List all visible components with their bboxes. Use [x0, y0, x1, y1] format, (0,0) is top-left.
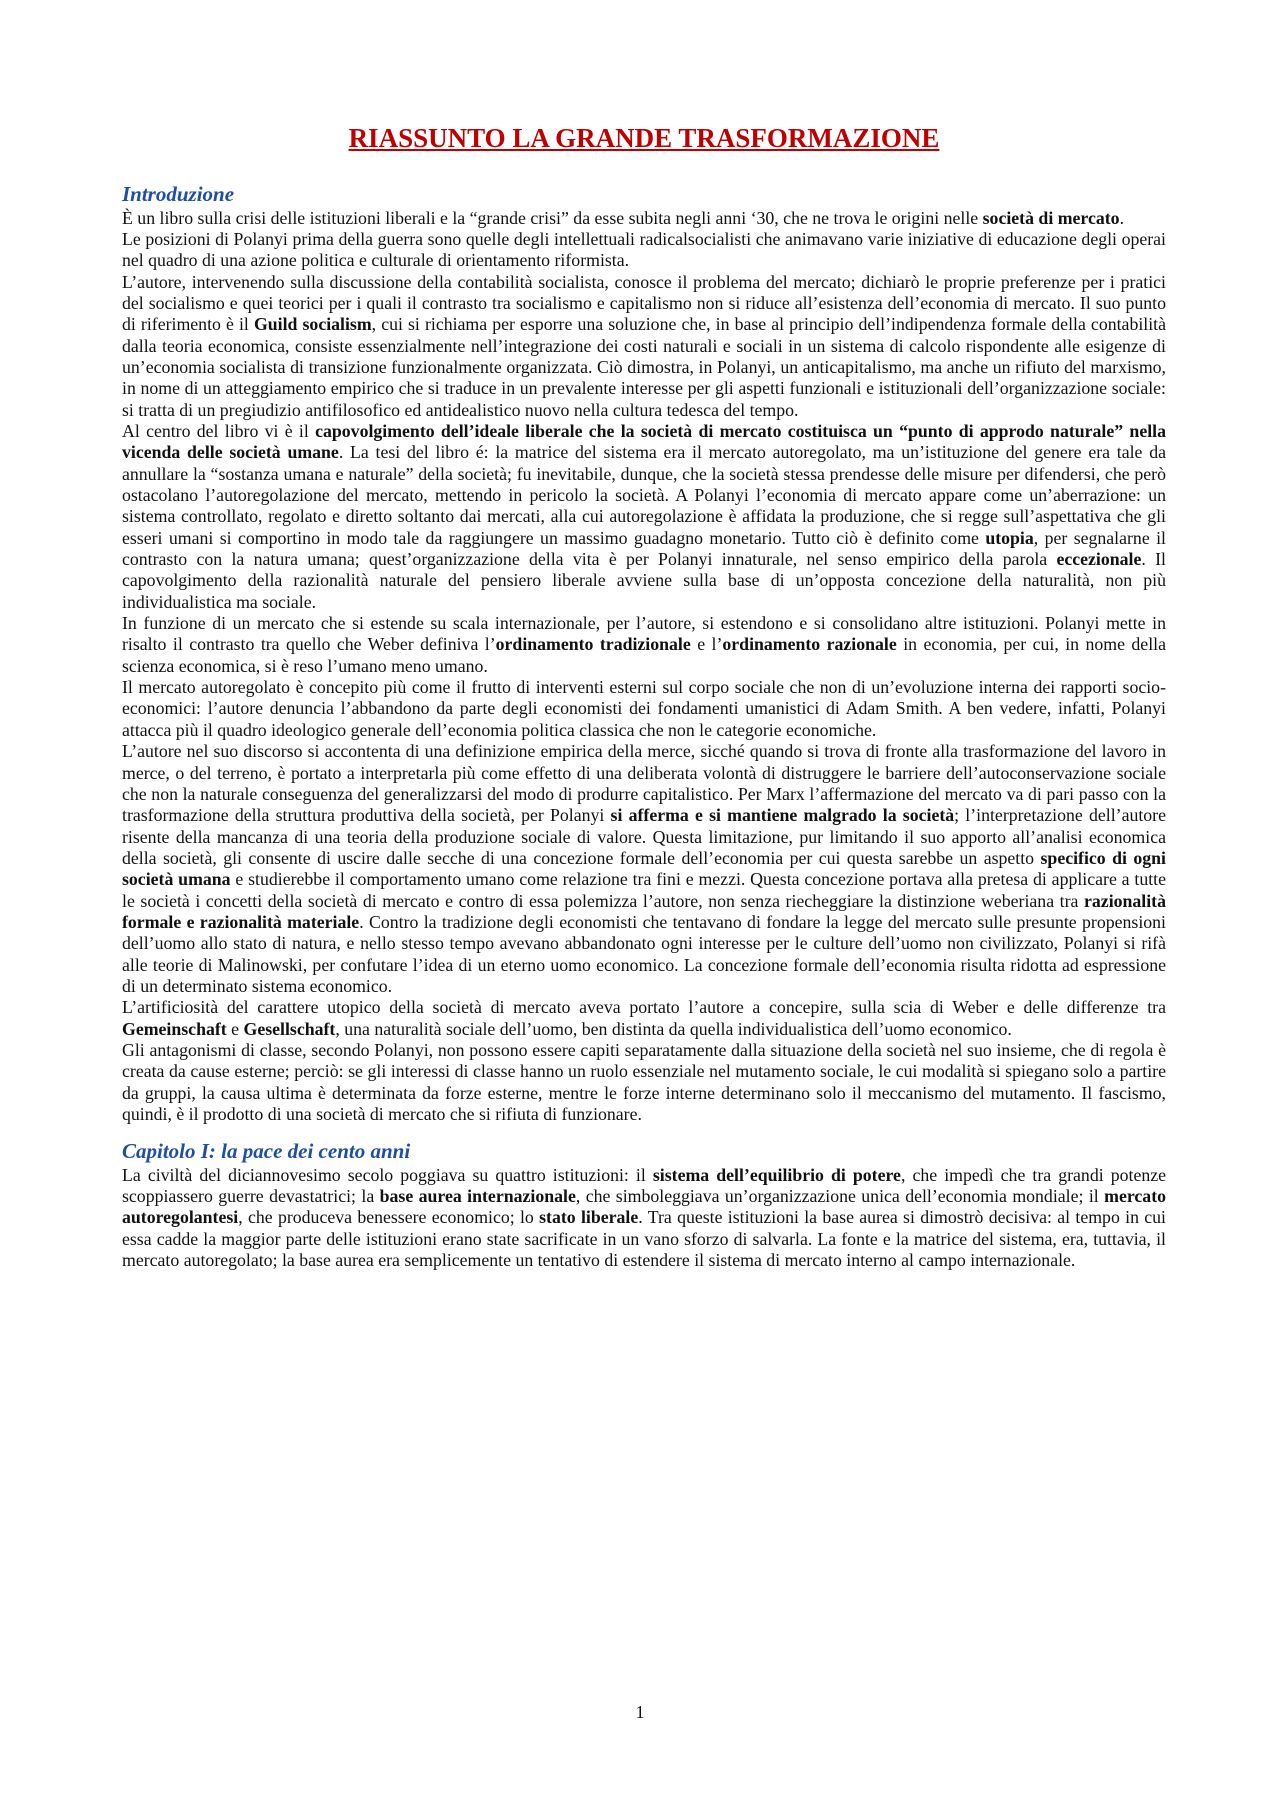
section-heading: Introduzione — [122, 182, 235, 207]
text-run: . Tra queste istituzioni la base aurea si dimostrò decisiva: al tempo in cui essa cadde la maggior parte delle istituzioni erano state sacrificate in un vano sforzo di salvarla. La fonte e la matrice del sistema, era, tuttavia, il mercato autoregolato; la base aurea era semplicemente un tentativo di estendere il sistema di mercato interno al campo internazionale. — [122, 1207, 1166, 1270]
bold-text: ordinamento tradizionale — [495, 634, 691, 655]
text-run: . Il capovolgimento della razionalità naturale del pensiero liberale avviene sulla base di un’opposta concezione della naturalità, non più individualistica ma sociale. — [122, 549, 1166, 612]
paragraph — [122, 229, 1166, 272]
text-run: , che simboleggiava un’organizzazione unica dell’economia mondiale; il — [575, 1185, 1105, 1206]
bold-text: mercato autoregolantesi — [122, 1185, 1167, 1228]
text-run: , che impedì che tra grandi potenze scoppiassero guerre devastatrici; la — [122, 1164, 1167, 1206]
section-heading: Capitolo I: la pace dei cento anni — [122, 1139, 411, 1164]
text-run: . — [1119, 207, 1125, 228]
text-run: e studierebbe il comportamento umano come relazione tra fini e mezzi. Questa concezione portava alla pretesa di applicare a tutte le società i concetti della società di mercato e contro di essa polemizza l’autore, non senza riecheggiare la distinzione weberiana tra — [122, 869, 1166, 911]
bold-text: sistema dell’equilibrio di potere — [652, 1164, 901, 1185]
text-run: L’autore, intervenendo sulla discussione della contabilità socialista, conosce il problema del mercato; dichiarò le proprie preferenze per i pratici del socialismo e quei teorici per i quali il contrasto tra socialismo e capitalismo non si riduce all’esistenza dell’economia di mercato. Il suo punto di riferimento è il — [122, 271, 1166, 335]
text-run: , una naturalità sociale dell’uomo, ben distinta da quella individualistica dell’uomo economico. — [335, 1018, 1012, 1039]
bold-text: eccezionale — [1056, 549, 1142, 570]
paragraph — [122, 613, 1166, 677]
text-run: Al centro del libro vi è il — [122, 421, 316, 442]
text-run: e — [226, 1018, 244, 1039]
text-run: ; l’interpretazione dell’autore risente della mancanza di una teoria della produzione sociale di valore. Questa limitazione, pur limitando il suo apporto all’analisi economica della società, gli consente di uscire dalle secche di una concezione formale dell’economia per cui questa sarebbe un aspetto — [122, 805, 1166, 868]
bold-text: Gesellschaft — [243, 1018, 336, 1039]
bold-text: Gemeinschaft — [122, 1018, 227, 1039]
paragraph — [122, 272, 1166, 421]
bold-text: razionalità formale e razionalità materiale — [122, 890, 1166, 932]
text-run: La civiltà del diciannovesimo secolo poggiava su quattro istituzioni: il — [122, 1164, 653, 1185]
text-run: , che produceva benessere economico; lo — [238, 1207, 540, 1228]
text-run: È un libro sulla crisi delle istituzioni liberali e la “grande crisi” da esse subita negli anni ‘30, che ne trova le origini nelle — [122, 207, 983, 228]
text-run: , per segnalarne il contrasto con la natura umana; quest’organizzazione della vita è per Polanyi innaturale, nel senso empirico della parola — [122, 527, 1166, 570]
text-run: Le posizioni di Polanyi prima della guerra sono quelle degli intellettuali radicalsocialisti che animavano varie iniziative di educazione degli operai nel quadro di una azione politica e culturale di orientamento riformista. — [122, 228, 1166, 271]
bold-text: utopia — [985, 527, 1034, 548]
paragraph — [122, 741, 1166, 997]
paragraph — [122, 1165, 1166, 1272]
bold-text: stato liberale — [539, 1207, 639, 1228]
text-run: e l’ — [690, 634, 723, 655]
text-run: Gli antagonismi di classe, secondo Polanyi, non possono essere capiti separatamente dalla situazione della società nel suo insieme, che di regola è creata da cause esterne; perciò: se gli interessi di classe hanno un ruolo essenziale nel mutamento sociale, le cui modalità si spiegano solo a partire da gruppi, la causa ultima è determinata da forze esterne, mentre le forze interne determinano solo il meccanismo del mutamento. Il fascismo, quindi, è il prodotto di una società di mercato che si rifiuta di funzionare. — [122, 1039, 1166, 1125]
bold-text: Guild socialism — [253, 314, 372, 335]
document-body — [122, 182, 1166, 1271]
bold-text: base aurea internazionale — [379, 1185, 576, 1206]
paragraph — [122, 421, 1166, 613]
paragraph — [122, 1040, 1166, 1125]
bold-text: capovolgimento dell’ideale liberale che la società di mercato costituisca un “punto di approdo naturale” nella vicenda delle società umane — [122, 421, 1166, 463]
text-run: Il mercato autoregolato è concepito più come il frutto di interventi esterni sul corpo sociale che non di un’evoluzione interna dei rapporti socio-economici: l’autore denuncia l’abbandono da parte degli economisti dei fondamenti umanistici di Adam Smith. A ben vedere, infatti, Polanyi attacca più il quadro ideologico generale dell’economia politica classica che non le categorie economiche. — [122, 677, 1166, 740]
text-run: in economia, per cui, in nome della scienza economica, si è reso l’umano meno umano. — [122, 634, 1166, 676]
bold-text: società di mercato — [982, 207, 1120, 228]
text-run: In funzione di un mercato che si estende su scala internazionale, per l’autore, si estendono e si consolidano altre istituzioni. Polanyi mette in risalto il contrasto tra quello che Weber definiva l’ — [122, 613, 1166, 655]
page-number: 1 — [635, 1702, 645, 1722]
paragraph — [122, 208, 1166, 229]
paragraph — [122, 677, 1166, 741]
bold-text: ordinamento razionale — [722, 634, 897, 655]
text-run: L’autore nel suo discorso si accontenta di una definizione empirica della merce, sicché quando si trova di fronte alla trasformazione del lavoro in merce, o del terreno, è portato a interpretarla più come effetto di una deliberata volontà di distruggere le barriere dell’autoconservazione sociale che non la naturale conseguenza del generalizzarsi del modo di produrre capitalistico. Per Marx l’affermazione del mercato va di pari passo con la trasformazione della struttura produttiva della società, per Polanyi — [122, 741, 1166, 826]
document-page — [122, 122, 1166, 1271]
text-run: L’artificiosità del carattere utopico della società di mercato aveva portato l’autore a concepire, sulla scia di Weber e delle differenze tra — [122, 997, 1166, 1018]
text-run: . Contro la tradizione degli economisti che tentavano di fondare la legge del mercato sulle presunte propensioni dell’uomo allo stato di natura, e nello stesso tempo avevano abbandonato ogni interesse per le culture dell’uomo non civilizzato, Polanyi si rifà alle teorie di Malinowski, per confutare l’idea di un eterno uomo economico. La concezione formale dell’economia risulta ridotta ad espressione di un determinato sistema economico. — [122, 911, 1166, 996]
bold-text: si afferma e si mantiene malgrado la società — [610, 805, 955, 826]
text-run: . La tesi del libro é: la matrice del sistema era il mercato autoregolato, ma un’istituzione del genere era tale da annullare la “sostanza umana e naturale” della società; fu inevitabile, dunque, che la società stessa prendesse delle misure per difendersi, che però ostacolano l’autoregolazione del mercato, mettendo in pericolo la società. A Polanyi l’economia di mercato appare come un’aberrazione: un sistema controllato, regolato e diretto soltanto dai mercati, alla cui autoregolazione è affidata la produzione, che si regge sull’aspettativa che gli esseri umani si comportino in modo tale da raggiungere un massimo guadagno monetario. Tutto ciò è definito come — [122, 442, 1166, 548]
text-run: , cui si richiama per esporre una soluzione che, in base al principio dell’indipendenza formale della contabilità dalla teoria economica, consiste essenzialmente nell’integrazione dei costi naturali e sociali in un sistema di calcolo rispondente alle esigenze di un’economia socialista di transizione funzionalmente organizzata. Ciò dimostra, in Polanyi, un anticapitalismo, ma anche un rifiuto del marxismo, in nome di un atteggiamento empirico che si traduce in un prevalente interesse per gli aspetti funzionali e istituzionali dell’organizzazione sociale: si tratta di un pregiudizio antifilosofico ed antidealistico nuovo nella cultura tedesca del tempo. — [122, 314, 1166, 420]
bold-text: specifico di ogni società umana — [122, 847, 1166, 890]
paragraph — [122, 997, 1166, 1040]
document-title: RIASSUNTO LA GRANDE TRASFORMAZIONE — [348, 123, 940, 153]
